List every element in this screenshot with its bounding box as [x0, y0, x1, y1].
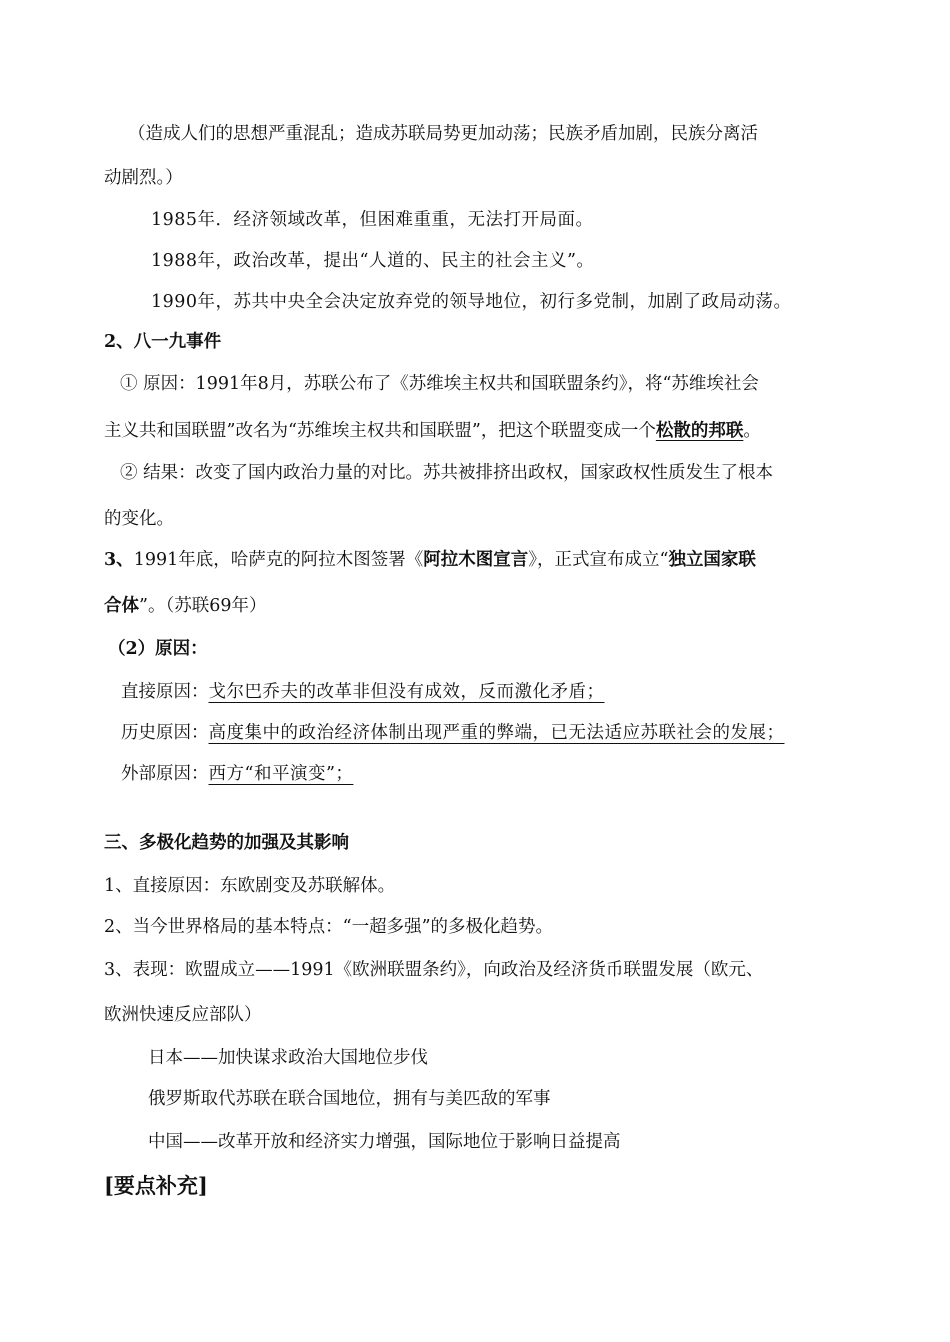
section3-item2: 2、当今世界格局的基本特点：“一超多强”的多极化趋势。 [104, 917, 554, 937]
reason-line2-end: 。 [743, 421, 761, 441]
history-cause [121, 723, 785, 744]
point3-text-b: 》，正式宣布成立“ [528, 550, 669, 570]
alma-ata-declaration: 阿拉木图宣言 [423, 550, 529, 570]
section3-item3-line1: 3、表现：欧盟成立——1991《欧洲联盟条约》，向政治及经济货币联盟发展（欧元、 [104, 960, 764, 980]
reason-line2 [104, 421, 761, 442]
direct-cause-text: 戈尔巴乔夫的改革非但没有成效，反而激化矛盾； [208, 682, 605, 702]
cis-part1: 独立国家联 [668, 550, 756, 570]
year-1990: 1990年，苏共中央全会决定放弃党的领导地位，初行多党制，加剧了政局动荡。 [151, 292, 792, 312]
section3-heading: 三、多极化趋势的加强及其影响 [104, 833, 349, 853]
result-line1: ② 结果：改变了国内政治力量的对比。苏共被排挤出政权，国家政权性质发生了根本 [120, 463, 774, 483]
section3-item3-line2: 欧洲快速反应部队） [104, 1005, 262, 1025]
history-cause-label: 历史原因： [121, 723, 209, 743]
point3-line1 [104, 550, 756, 571]
external-cause-label: 外部原因： [121, 764, 209, 784]
year-1988: 1988年，政治改革，提出“人道的、民主的社会主义”。 [151, 251, 595, 271]
russia-line: 俄罗斯取代苏联在联合国地位，拥有与美匹敌的军事 [148, 1089, 551, 1109]
heading-819-event: 2、八一九事件 [104, 332, 222, 352]
external-cause [121, 764, 353, 785]
p1-line2: 动剧烈。） [104, 168, 183, 188]
supplement-heading: [要点补充] [104, 1173, 208, 1198]
point3-number: 3、 [104, 550, 134, 570]
direct-cause [121, 682, 605, 703]
result-line2: 的变化。 [104, 509, 174, 529]
p1-line1: （造成人们的思想严重混乱；造成苏联局势更加动荡；民族矛盾加剧，民族分离活 [128, 124, 758, 144]
cis-part2: 合体 [104, 596, 139, 616]
year-1985: 1985年．经济领域改革，但困难重重，无法打开局面。 [151, 210, 594, 230]
direct-cause-label: 直接原因： [121, 682, 209, 702]
point3-text-a: 1991年底，哈萨克的阿拉木图签署《 [133, 550, 424, 570]
history-cause-text: 高度集中的政治经济体制出现严重的弊端，已无法适应苏联社会的发展； [208, 723, 785, 743]
causes-heading: （2）原因： [108, 639, 208, 659]
reason-line2-text: 主义共和国联盟”改名为“苏维埃主权共和国联盟”，把这个联盟变成一个 [104, 421, 656, 441]
china-line: 中国——改革开放和经济实力增强，国际地位于影响日益提高 [148, 1132, 621, 1152]
external-cause-text: 西方“和平演变”； [208, 764, 354, 784]
point3-text-c: ”。（苏联69年） [139, 596, 267, 616]
loose-confederation: 松散的邦联 [655, 421, 744, 441]
section3-item1: 1、直接原因：东欧剧变及苏联解体。 [104, 876, 396, 896]
point3-line2 [104, 596, 266, 617]
reason-line1: ① 原因：1991年8月，苏联公布了《苏维埃主权共和国联盟条约》，将“苏维埃社会 [120, 374, 759, 394]
japan-line: 日本——加快谋求政治大国地位步伐 [148, 1048, 428, 1068]
